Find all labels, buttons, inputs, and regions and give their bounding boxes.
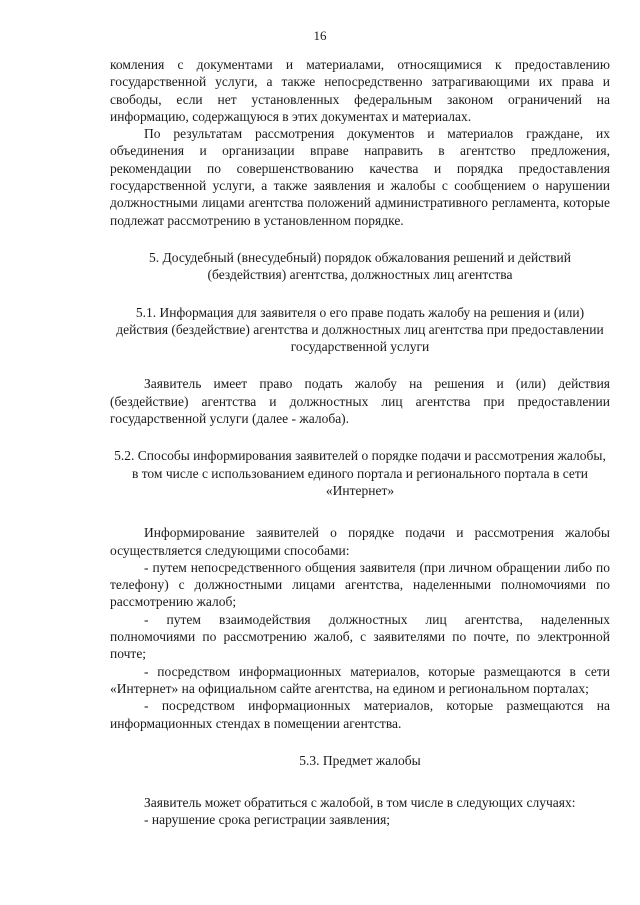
list-item: - посредством информационных материалов, которые размещаются на информационных стендах в помещении агентства. [110, 698, 610, 731]
section-heading-5-1: 5.1. Информация для заявителя о его праве подать жалобу на решения и (или) действия (бездействие) агентства и должностных лиц агентства при предоставлении государственной услуги [116, 304, 604, 355]
list-item: - путем взаимодействия должностных лиц агентства, наделенных полномочиями по рассмотрению жалоб, с заявителями по почте, по электронной почте; [110, 611, 610, 662]
page-number: 16 [313, 28, 327, 43]
page-content [110, 56, 610, 829]
section-heading-5: 5. Досудебный (внесудебный) порядок обжалования решений и действий (бездействия) агентства, должностных лиц агентства [149, 249, 571, 283]
section-heading-5-3: 5.3. Предмет жалобы [299, 752, 421, 768]
paragraph-right-to-complain: Заявитель имеет право подать жалобу на решения и (или) действия (бездействие) агентства и должностных лиц агентства при предоставлении государственной услуги (далее - жалоба). [110, 376, 610, 427]
paragraph-complaint-cases: Заявитель может обратиться с жалобой, в том числе в следующих случаях: [144, 795, 576, 811]
paragraph-continued: комления с документами и материалами, относящимися к предоставлению государственной услуги, а также непосредственно затрагивающими их права и свободы, если нет установленных федеральным законом ограничений на информацию, содержащуюся в этих документах и материалах. [110, 57, 610, 124]
list-item: - нарушение срока регистрации заявления; [144, 812, 391, 828]
paragraph-proposals: По результатам рассмотрения документов и материалов граждане, их объединения и организации вправе направить в агентство предложения, рекомендации по совершенствованию качества и порядка предоставления государственной услуги, а также заявления и жалобы с сообщением о нарушении должностными лицами агентства положений административного регламента, которые подлежат рассмотрению в установленном порядке. [110, 126, 610, 228]
section-heading-5-2: 5.2. Способы информирования заявителей о порядке подачи и рассмотрения жалобы, в том числе с использованием единого портала и регионального портала в сети «Интернет» [114, 448, 606, 498]
list-item: - посредством информационных материалов, которые размещаются в сети «Интернет» на официальном сайте агентства, на едином и региональном порталах; [110, 663, 610, 696]
paragraph-informing-methods: Информирование заявителей о порядке подачи и рассмотрения жалобы осуществляется следующими способами: [110, 525, 610, 558]
list-item: - путем непосредственного общения заявителя (при личном обращении либо по телефону) с должностными лицами агентства, наделенными полномочиями по рассмотрению жалоб; [110, 559, 610, 610]
